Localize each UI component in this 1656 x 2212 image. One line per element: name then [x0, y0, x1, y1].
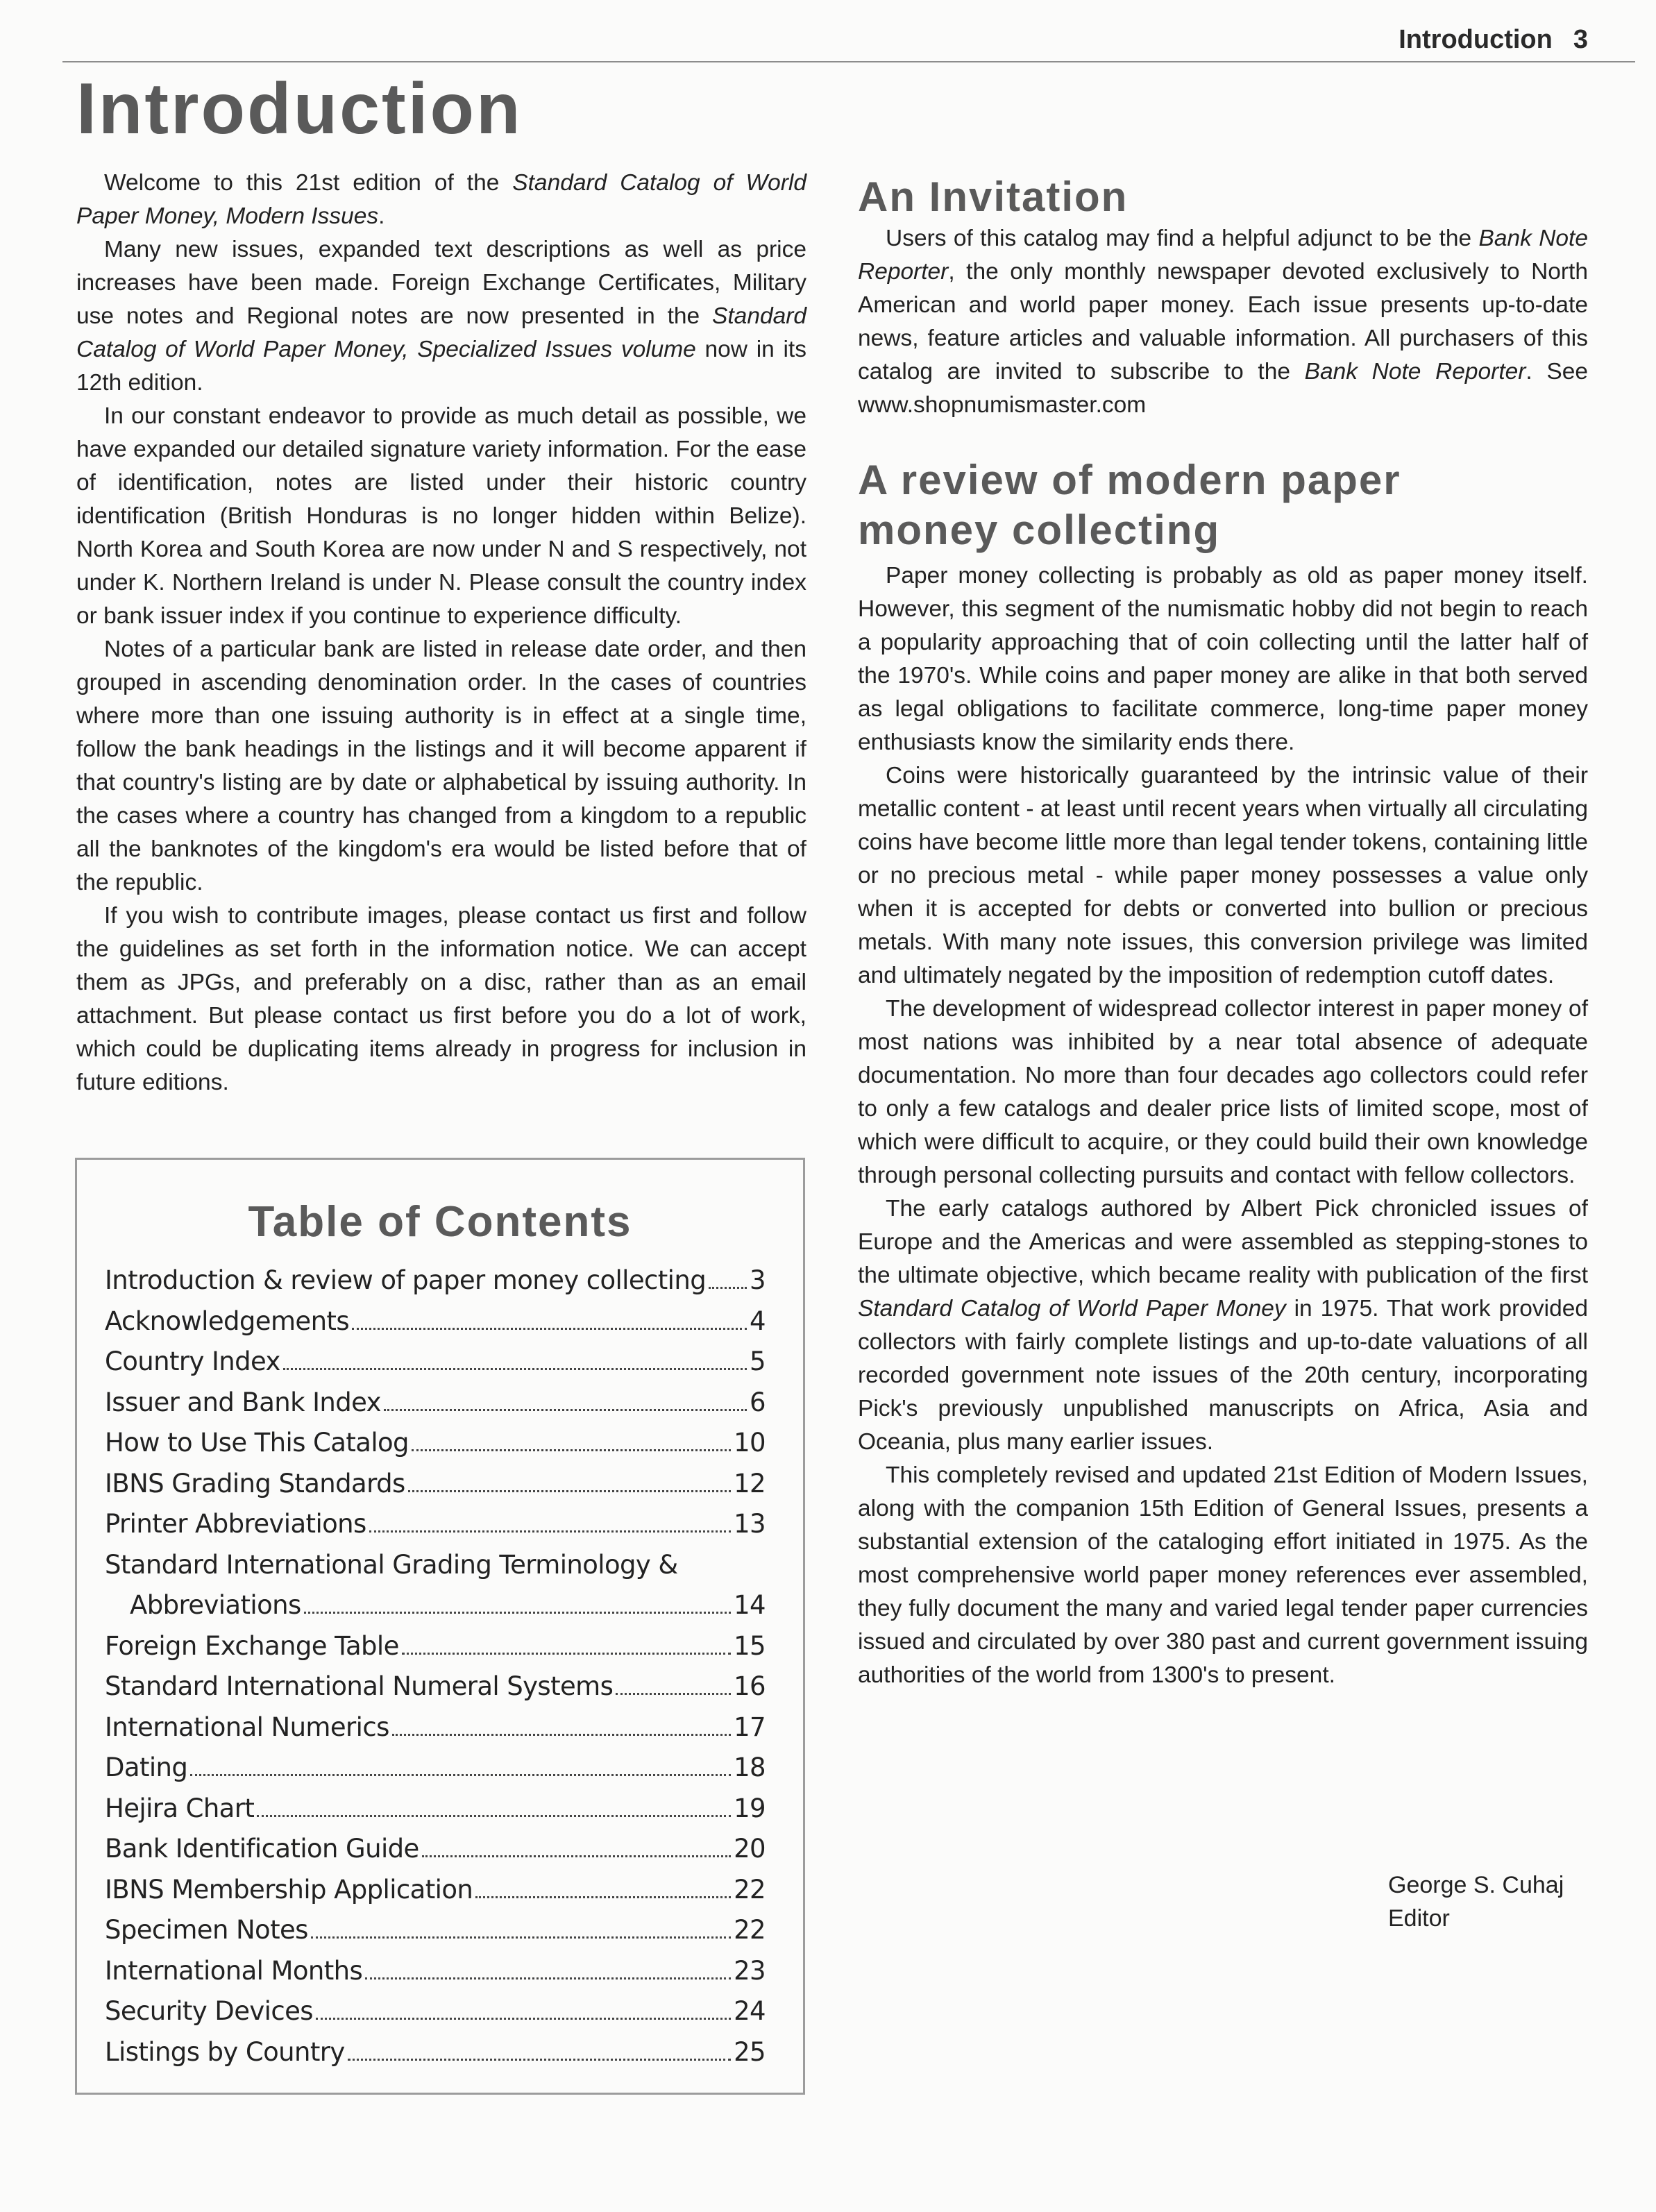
toc-entry	[105, 1870, 766, 1911]
toc-entry-leader	[475, 1896, 731, 1898]
toc-entry-page: 17	[734, 1712, 766, 1742]
right-column	[858, 167, 1588, 1692]
toc-entry-leader	[352, 1328, 747, 1330]
toc-entry-leader	[402, 1653, 731, 1655]
signature	[1388, 1868, 1564, 1935]
intro-paragraph-5: If you wish to contribute images, please contact us first and follow the guidelines as set forth in the information notice. We can accept them as JPGs, and preferably on a disc, rather than as an email attachment. But please contact us first before you do a lot of work, which could be duplicating items already in progress for inclusion in future editions.	[76, 903, 806, 1095]
toc-entry-leader	[412, 1449, 731, 1451]
invitation-paragraph: Users of this catalog may find a helpful adjunct to be the Bank Note Reporter, the only monthly newspaper devoted exclusively to North American and world paper money. Each issue presents up-to-date news, feature articles and valuable information. All purchasers of this catalog are invited to subscribe to the Bank Note Reporter. See www.shopnumismaster.com	[858, 226, 1588, 418]
review-paragraph-1: Paper money collecting is probably as old as paper money itself. However, this segment of the numismatic hobby did not begin to reach a popularity approaching that of coin collecting until the latter half of the 1970's. While coins and paper money are alike in that both served as legal obligations to facilitate commerce, long-time paper money enthusiasts know the similarity ends there.	[858, 563, 1588, 755]
toc-entry-label: Listings by Country	[105, 2036, 345, 2067]
review-paragraph-3: The development of widespread collector interest in paper money of most nations was inhibited by a near total absence of adequate documentation. No more than four decades ago collectors could refer to only a few catalogs and dealer price lists of limited scope, most of which were difficult to acquire, or they could build their own knowledge through personal collecting pursuits and contact with fellow collectors.	[858, 996, 1588, 1188]
review-heading-line-1: A review of modern paper	[858, 457, 1401, 503]
toc-entry-label: Issuer and Bank Index	[105, 1387, 381, 1417]
toc-entry-label: Specimen Notes	[105, 1915, 308, 1945]
toc-entry-page: 6	[750, 1387, 766, 1417]
toc-entry	[105, 1626, 766, 1667]
toc-entry-leader	[316, 2018, 731, 2020]
toc-entry-leader	[408, 1490, 731, 1492]
toc-entry-label: Country Index	[105, 1346, 280, 1376]
table-of-contents	[75, 1158, 805, 2095]
toc-entry-label: IBNS Membership Application	[105, 1874, 473, 1905]
toc-entry-page: 22	[734, 1874, 766, 1905]
toc-entry	[105, 1464, 766, 1505]
toc-entry-leader	[384, 1409, 747, 1411]
toc-entry-label: Dating	[105, 1753, 188, 1782]
toc-entry-page: 25	[734, 2036, 766, 2067]
review-heading	[858, 455, 1588, 555]
toc-title: Table of Contents	[248, 1198, 632, 1246]
toc-entry	[105, 1260, 766, 1301]
toc-entry-leader	[311, 1936, 731, 1939]
page-number: 3	[1573, 25, 1588, 54]
toc-entry-page: 4	[750, 1306, 766, 1336]
toc-entry-page: 18	[734, 1753, 766, 1782]
intro-paragraph-4: Notes of a particular bank are listed in release date order, and then grouped in ascending denomination order. In the cases of countries where more than one issuing authority is in effect at a single time, follow the bank headings in the listings and it will become apparent if that country's listing are by date or alphabetical by issuing authority. In the cases where a country has changed from a kingdom to a republic all the banknotes of the kingdom's era would be listed before that of the republic.	[76, 636, 806, 895]
page-title: Introduction	[76, 69, 523, 149]
toc-entry-leader	[422, 1855, 731, 1857]
toc-entry-leader	[283, 1368, 747, 1370]
toc-entry	[105, 1748, 766, 1789]
toc-entry-label: Standard International Numeral Systems	[105, 1671, 614, 1701]
toc-entry-page: 19	[734, 1793, 766, 1823]
toc-entry-page: 5	[750, 1346, 766, 1376]
toc-entry-leader	[369, 1530, 731, 1533]
toc-entry-page: 3	[750, 1265, 766, 1295]
review-paragraph-5: This completely revised and updated 21st Edition of Modern Issues, along with the companion 15th Edition of General Issues, presents a substantial extension of the cataloging effort initiated in 1975. As the most comprehensive world paper money references ever assembled, they fully document the many and varied legal tender paper currencies issued and circulated by over 380 past and current government issuing authorities of the world from 1300's to present.	[858, 1462, 1588, 1688]
toc-entry-page: 13	[734, 1509, 766, 1539]
toc-entry-label: Foreign Exchange Table	[105, 1630, 399, 1661]
signature-name: George S. Cuhaj	[1388, 1872, 1564, 1898]
toc-entry	[105, 1910, 766, 1951]
toc-entry-leader	[190, 1774, 731, 1776]
toc-entry	[105, 2032, 766, 2073]
toc-list	[77, 1260, 803, 2072]
review-paragraph-4: The early catalogs authored by Albert Pick chronicled issues of Europe and the Americas and were assembled as stepping-stones to the ultimate objective, which became reality with publication of the first Standard Catalog of World Paper Money in 1975. That work provided collectors with fairly complete listings and up-to-date valuations of all recorded government note issues of the 20th century, incorporating Pick's previously unpublished manuscripts on Africa, Asia and Oceania, plus many earlier issues.	[858, 1196, 1588, 1455]
toc-entry-leader	[304, 1612, 731, 1614]
toc-entry-leader	[616, 1693, 731, 1695]
toc-entry-label: Hejira Chart	[105, 1793, 255, 1823]
toc-entry	[105, 1301, 766, 1342]
toc-entry-page: 14	[734, 1590, 766, 1620]
toc-entry-page: 12	[734, 1468, 766, 1498]
toc-entry-label: Abbreviations	[130, 1590, 301, 1620]
review-heading-line-2: money collecting	[858, 507, 1221, 553]
running-head	[1399, 25, 1588, 55]
toc-entry	[105, 1991, 766, 2032]
header-rule	[62, 61, 1635, 62]
intro-paragraph-3: In our constant endeavor to provide as much detail as possible, we have expanded our detailed signature variety information. For the ease of identification, notes are listed under their historic country identification (British Honduras is no longer hidden within Belize). North Korea and South Korea are now under N and S respectively, not under K. Northern Ireland is under N. Please consult the country index or bank issuer index if you continue to experience difficulty.	[76, 403, 806, 629]
toc-entry-page: 10	[734, 1428, 766, 1458]
intro-column	[76, 167, 806, 1099]
toc-entry-label: International Numerics	[105, 1712, 389, 1742]
toc-entry-page: 15	[734, 1630, 766, 1661]
toc-entry	[105, 1585, 766, 1626]
toc-entry-page: 23	[734, 1955, 766, 1986]
toc-entry-leader	[257, 1815, 731, 1817]
toc-entry	[105, 1789, 766, 1830]
toc-entry-leader	[348, 2059, 731, 2061]
review-paragraph-2: Coins were historically guaranteed by the intrinsic value of their metallic content - at least until recent years when virtually all circulating coins have become little more than legal tender tokens, containing little or no precious metal - while paper money possesses a value only when it is accepted for debts or converted into bullion or precious metals. With many note issues, this conversion privilege was limited and ultimately negated by the imposition of redemption cutoff dates.	[858, 763, 1588, 988]
intro-paragraph-2: Many new issues, expanded text descriptions as well as price increases have been made. Foreign Exchange Certificates, Military use notes and Regional notes are now presented in the Standard Catalog of World Paper Money, Specialized Issues volume now in its 12th edition.	[76, 237, 806, 396]
toc-entry-page: 22	[734, 1915, 766, 1945]
toc-entry	[105, 1383, 766, 1424]
toc-entry	[105, 1504, 766, 1545]
invitation-heading: An Invitation	[858, 174, 1129, 220]
intro-paragraph-1: Welcome to this 21st edition of the Standard Catalog of World Paper Money, Modern Issues.	[76, 170, 806, 229]
toc-entry-leader	[392, 1734, 731, 1736]
toc-entry-label: Security Devices	[105, 1996, 313, 2026]
toc-entry-page: 24	[734, 1996, 766, 2026]
toc-entry-label: Printer Abbreviations	[105, 1509, 366, 1539]
toc-entry-label: Standard International Grading Terminology &	[105, 1549, 678, 1580]
toc-entry-label: International Months	[105, 1955, 363, 1986]
toc-entry-page: 20	[734, 1834, 766, 1864]
toc-entry	[105, 1342, 766, 1383]
running-head-section: Introduction	[1399, 25, 1553, 54]
toc-entry-label: Acknowledgements	[105, 1306, 349, 1336]
toc-entry	[105, 1666, 766, 1707]
toc-entry-leader	[365, 1977, 731, 1979]
toc-entry	[105, 1951, 766, 1992]
signature-role: Editor	[1388, 1905, 1450, 1932]
toc-entry-label: Bank Identification Guide	[105, 1834, 419, 1864]
toc-entry-label: IBNS Grading Standards	[105, 1468, 405, 1498]
toc-entry	[105, 1545, 766, 1586]
toc-entry	[105, 1829, 766, 1870]
toc-entry-label: Introduction & review of paper money collecting	[105, 1265, 707, 1295]
toc-entry	[105, 1423, 766, 1464]
toc-entry-label: How to Use This Catalog	[105, 1428, 409, 1458]
toc-entry-page: 16	[734, 1671, 766, 1701]
toc-entry	[105, 1707, 766, 1748]
toc-entry-leader	[709, 1287, 747, 1289]
